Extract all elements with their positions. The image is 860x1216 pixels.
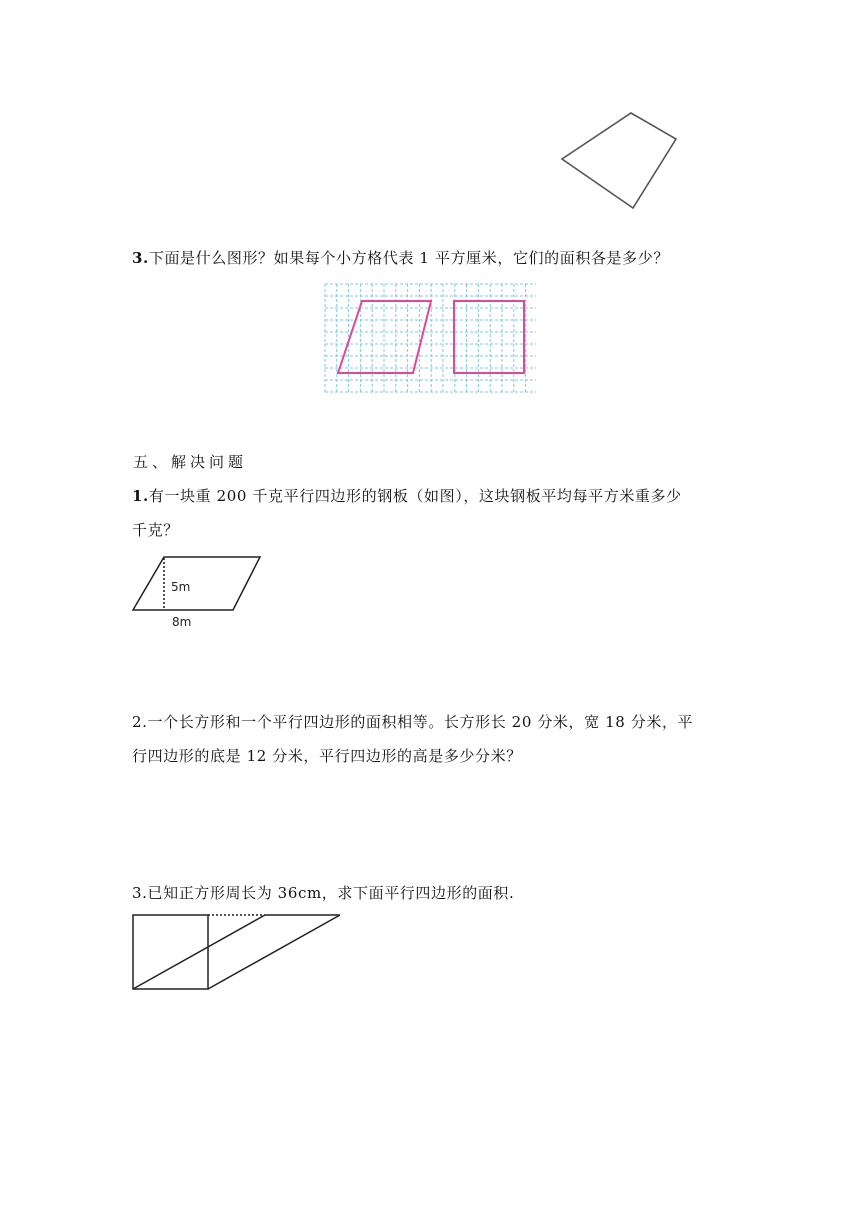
problem-1-number: 1. [132,487,149,505]
grid-figure [324,283,538,395]
problem-3-text: 3.已知正方形周长为 36cm，求下面平行四边形的面积. [132,884,515,902]
problem-1-line-2: 千克？ [132,521,179,539]
trapezoid-figure [0,0,860,230]
parallelogram-slant-edge [208,915,340,989]
height-label: 5m [171,580,191,594]
trapezoid-outline [562,113,676,208]
problem-1-line-1 [132,479,682,513]
steel-plate-figure [130,555,270,635]
problem-2-line-1: 2.一个长方形和一个平行四边形的面积相等。长方形长 20 分米，宽 18 分米，平 [132,713,694,731]
square-outline [133,915,208,989]
q3-grid-question [132,241,669,275]
section-title: 五、解决问题 [133,453,248,471]
steel-plate-parallelogram [133,557,260,610]
problem-2-line-2: 行四边形的底是 12 分米，平行四边形的高是多少分米？ [132,747,522,765]
problem-1-text-1: 有一块重 200 千克平行四边形的钢板（如图），这块钢板平均每平方米重多少 [148,487,682,505]
square-parallelogram-figure [130,912,345,992]
base-label: 8m [172,615,192,629]
q3-grid-text: 下面是什么图形？如果每个小方格代表 1 平方厘米，它们的面积各是多少？ [148,249,669,267]
square-diagonal [133,915,265,989]
q3-grid-number: 3. [132,249,149,267]
